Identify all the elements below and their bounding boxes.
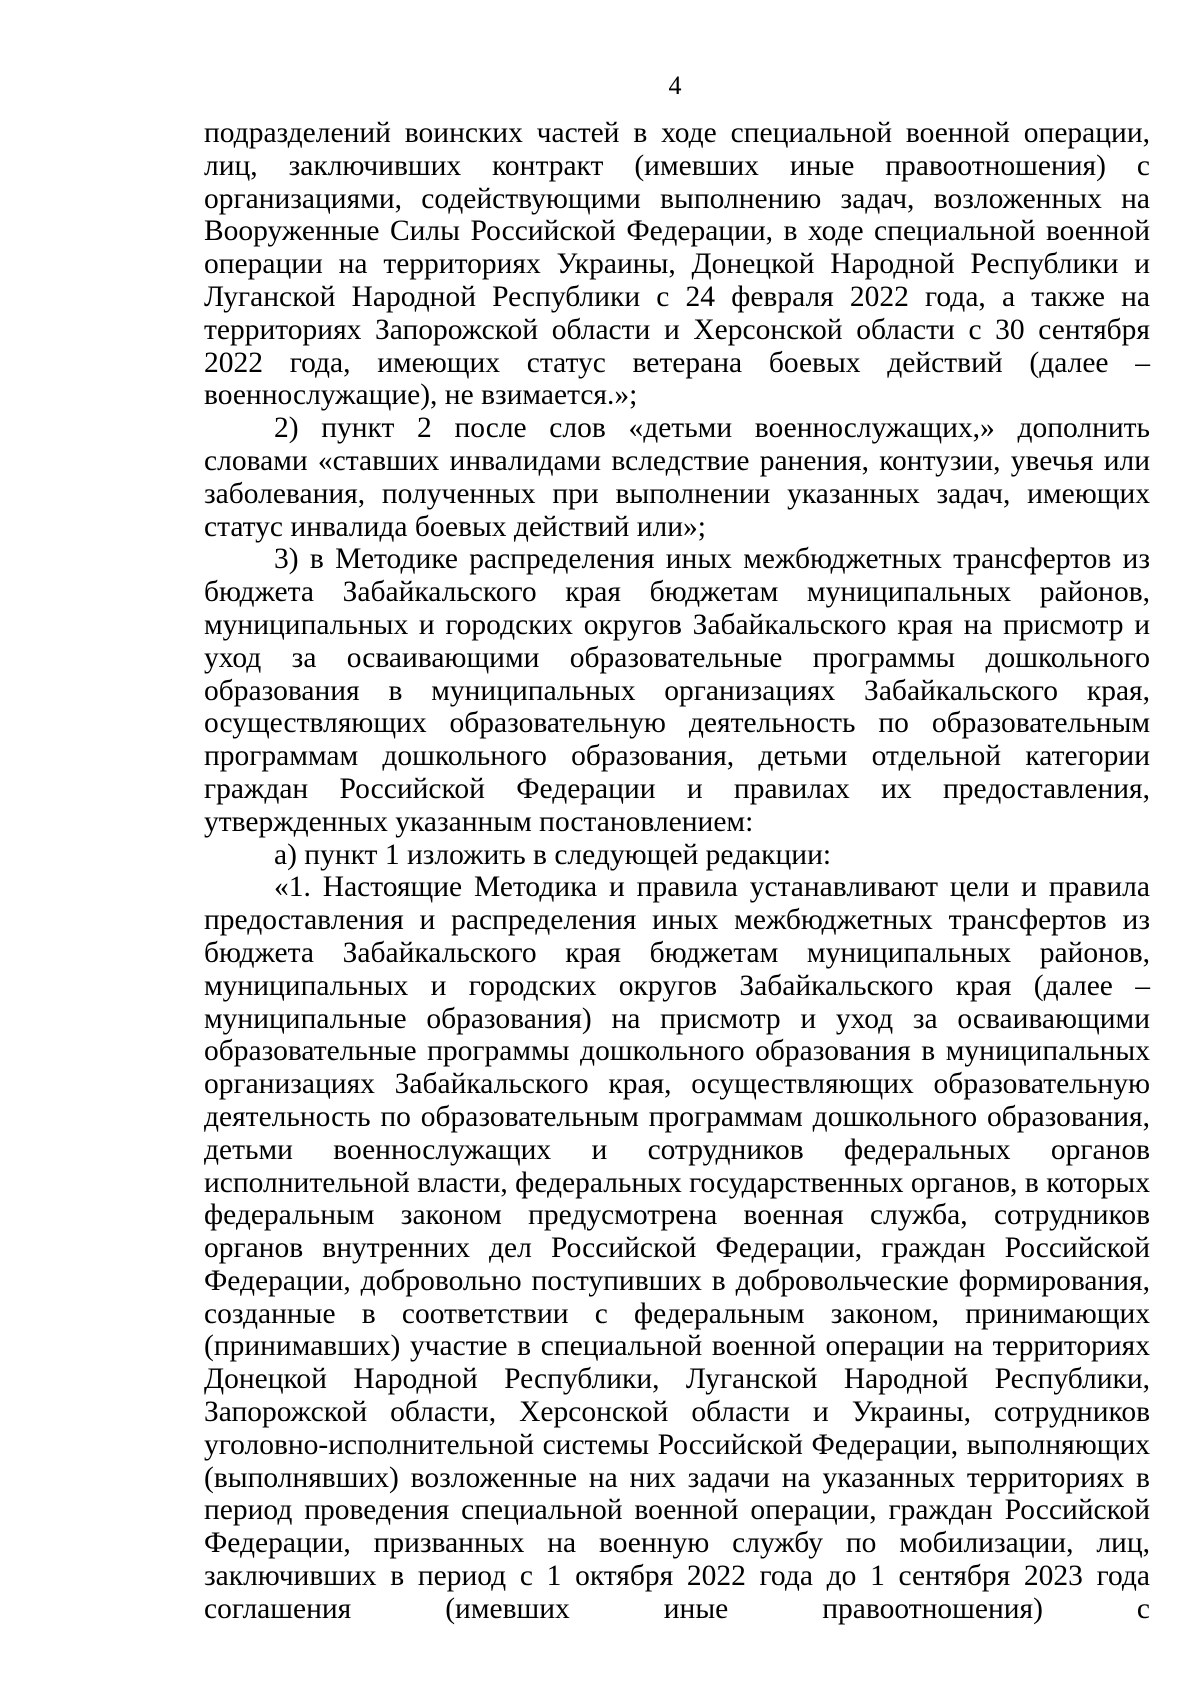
document-body [204,117,1150,1626]
paragraph-item-3a: а) пункт 1 изложить в следующей редакции: [274,838,832,871]
paragraph-continuation: подразделений воинских частей в ходе специальной военной операции, лиц, заключивших контракт (имевших иные правоотношения) с организациями, содействующими выполнению задач, возложенных на Вооруженные Силы Российской Федерации, в ходе специальной военной операции на территориях Украины, Донецкой Народной Республики и Луганской Народной Республики с 24 февраля 2022 года, а также на территориях Запорожской области и Херсонской области с 30 сентября 2022 года, имеющих статус ветерана боевых действий (далее – военнослужащие), не взимается.»; [204,117,1150,412]
paragraph-quoted-point-1: «1. Настоящие Методика и правила устанавливают цели и правила предоставления и распределения иных межбюджетных трансфертов из бюджета Забайкальского края бюджетам муниципальных районов, муниципальных и городских округов Забайкальского края (далее – муниципальные образования) на присмотр и уход за осваивающими образовательные программы дошкольного образования в муниципальных организациях Забайкальского края, осуществляющих образовательную деятельность по образовательным программам дошкольного образования, детьми военнослужащих и сотрудников федеральных органов исполнительной власти, федеральных государственных органов, в которых федеральным законом предусмотрена военная служба, сотрудников органов внутренних дел Российской Федерации, граждан Российской Федерации, добровольно поступивших в добровольческие формирования, созданные в соответствии с федеральным законом, принимающих (принимавших) участие в специальной военной операции на территориях Донецкой Народной Республики, Луганской Народной Республики, Запорожской области, Херсонской области и Украины, сотрудников уголовно-исполнительной системы Российской Федерации, выполняющих (выполнявших) возложенные на них задачи на указанных территориях в период проведения специальной военной операции, граждан Российской Федерации, призванных на военную службу по мобилизации, лиц, заключивших в период с 1 октября 2022 года до 1 сентября 2023 года соглашения (имевших иные правоотношения) с [204,871,1150,1625]
paragraph-item-3: 3) в Методике распределения иных межбюджетных трансфертов из бюджета Забайкальского края бюджетам муниципальных районов, муниципальных и городских округов Забайкальского края на присмотр и уход за осваивающими образовательные программы дошкольного образования в муниципальных организациях Забайкальского края, осуществляющих образовательную деятельность по образовательным программам дошкольного образования, детьми отдельной категории граждан Российской Федерации и правилах их предоставления, утвержденных указанным постановлением: [204,543,1150,838]
paragraph-item-2: 2) пункт 2 после слов «детьми военнослужащих,» дополнить словами «ставших инвалидами вследствие ранения, контузии, увечья или заболевания, полученных при выполнении указанных задач, имеющих статус инвалида боевых действий или»; [204,412,1150,543]
page-number: 4 [668,71,682,100]
